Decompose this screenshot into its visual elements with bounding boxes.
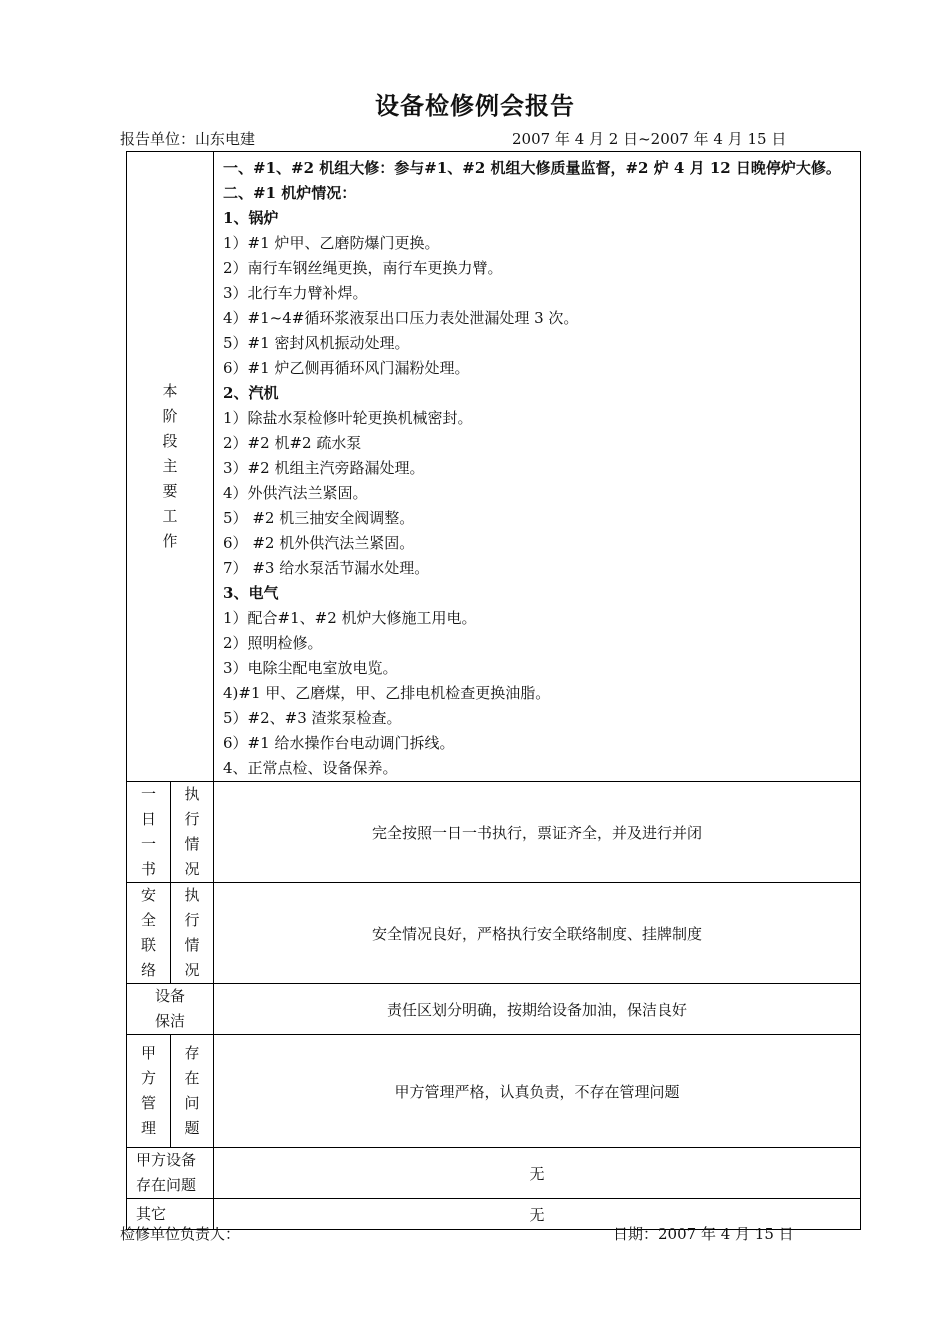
label-char: 行 [184,810,200,828]
main-work-label-char: 本 [162,382,178,400]
section-heading: 二、#1 机炉情况： [223,184,357,202]
label-char: 在 [184,1069,200,1087]
label-char: 日 [140,810,156,828]
work-item: 4)#1 甲、乙磨煤，甲、乙排电机检查更换油脂。 [223,684,551,702]
work-item: 5） #2 机三抽安全阀调整。 [223,509,415,527]
safety-liaison-label-left [127,883,171,984]
work-item: 3）电除尘配电室放电览。 [223,659,398,677]
work-item: 2）照明检修。 [223,634,323,652]
work-item: 6）#1 给水操作台电动调门拆线。 [223,734,455,752]
label-char: 保洁 [155,1012,186,1030]
report-period: 2007 年 4 月 2 日~2007 年 4 月 15 日 [512,130,787,148]
label-char: 题 [184,1119,200,1137]
section-heading: 3、电气 [223,584,279,602]
label-char: 管 [140,1094,156,1112]
label-char: 书 [140,860,156,878]
label-char: 理 [140,1119,156,1137]
label-char: 情 [184,835,200,853]
label-char: 甲方设备 [136,1151,197,1169]
work-item: 7） #3 给水泵活节漏水处理。 [223,559,430,577]
label-char: 执 [184,785,200,803]
label-char: 存 [184,1044,200,1062]
one-day-one-book-content: 完全按照一日一书执行，票证齐全，并及进行并闭 [214,782,861,883]
label-char: 安 [140,886,156,904]
main-work-content [214,152,861,782]
work-item: 2）南行车钢丝绳更换，南行车更换力臂。 [223,259,503,277]
label-char: 络 [140,961,156,979]
work-item: 2）#2 机#2 疏水泵 [223,434,362,452]
work-item: 1）#1 炉甲、乙磨防爆门更换。 [223,234,440,252]
others-label: 其它 [127,1199,214,1230]
equipment-cleaning-content: 责任区划分明确，按期给设备加油，保洁良好 [214,984,861,1035]
label-char: 况 [184,860,200,878]
label-char: 甲 [140,1044,156,1062]
party-a-management-label-right [171,1035,214,1148]
work-item: 1）除盐水泵检修叶轮更换机械密封。 [223,409,473,427]
safety-liaison-content: 安全情况良好，严格执行安全联络制度、挂牌制度 [214,883,861,984]
work-item: 5）#2、#3 渣浆泵检查。 [223,709,402,727]
party-a-management-content: 甲方管理严格，认真负责，不存在管理问题 [214,1035,861,1148]
label-char: 设备 [155,987,186,1005]
label-char: 况 [184,961,200,979]
section-heading: 1、锅炉 [223,209,279,227]
section-heading: 一、#1、#2 机组大修：参与#1、#2 机组大修质量监督，#2 炉 4 月 12 日晚停炉大修。 [223,159,841,177]
label-char: 一 [140,785,156,803]
main-work-label-char: 作 [162,532,178,550]
main-work-label-char: 要 [162,482,178,500]
label-char: 一 [140,835,156,853]
report-date: 日期：2007 年 4 月 15 日 [613,1225,794,1243]
safety-liaison-label-right [171,883,214,984]
equipment-cleaning-label [127,984,214,1035]
work-item: 6）#1 炉乙侧再循环风门漏粉处理。 [223,359,470,377]
label-char: 执 [184,886,200,904]
report-title: 设备检修例会报告 [375,91,575,120]
party-a-equipment-row [127,1148,861,1199]
report-table [126,151,861,1230]
label-char: 存在问题 [136,1176,197,1194]
safety-liaison-row [127,883,861,984]
main-work-row [127,152,861,782]
report-unit: 报告单位：山东电建 [120,130,256,148]
main-work-label-char: 阶 [162,407,178,425]
label-char: 行 [184,911,200,929]
label-char: 问 [184,1094,200,1112]
party-a-equipment-content: 无 [214,1148,861,1199]
work-item: 3）北行车力臂补焊。 [223,284,368,302]
responsible-person-label: 检修单位负责人： [120,1225,241,1243]
label-char: 情 [184,936,200,954]
others-content: 无 [214,1199,861,1230]
work-item: 4）外供汽法兰紧固。 [223,484,368,502]
work-item: 3）#2 机组主汽旁路漏处理。 [223,459,425,477]
main-work-label-char: 工 [162,507,178,525]
party-a-equipment-label [127,1148,214,1199]
work-item: 5）#1 密封风机振动处理。 [223,334,410,352]
main-work-label-char: 段 [162,432,178,450]
party-a-management-row [127,1035,861,1148]
equipment-cleaning-row [127,984,861,1035]
main-work-label-char: 主 [162,457,178,475]
work-item: 4）#1~4#循环浆液泵出口压力表处泄漏处理 3 次。 [223,309,579,327]
label-char: 全 [140,911,156,929]
work-item: 6） #2 机外供汽法兰紧固。 [223,534,415,552]
one-day-one-book-label-right [171,782,214,883]
label-char: 方 [140,1069,156,1087]
label-char: 联 [140,936,156,954]
main-work-label [127,152,214,782]
section-heading: 2、汽机 [223,384,279,402]
party-a-management-label-left [127,1035,171,1148]
one-day-one-book-row [127,782,861,883]
work-item: 4、正常点检、设备保养。 [223,759,398,777]
work-item: 1）配合#1、#2 机炉大修施工用电。 [223,609,477,627]
one-day-one-book-label-left [127,782,171,883]
